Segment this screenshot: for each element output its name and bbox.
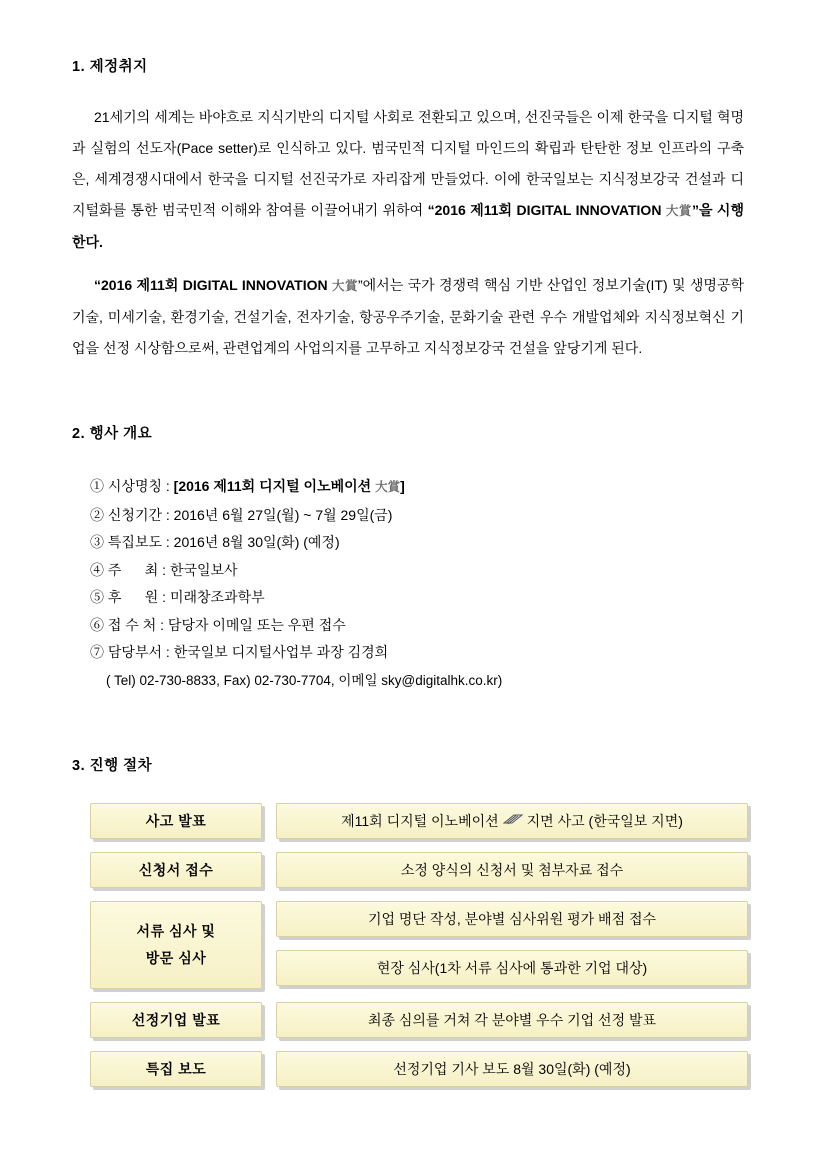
item-label-3: 특집보도 : <box>107 534 174 550</box>
flow-detail-group <box>276 852 748 888</box>
flow-detail-group <box>276 901 748 989</box>
item-value-6: 담당자 이메일 또는 우편 접수 <box>167 616 346 633</box>
section-1-paragraph-2 <box>72 270 748 364</box>
item-label-7: 담당부서 : <box>107 644 174 660</box>
item-value-5: 미래창조과학부 <box>169 589 265 605</box>
flow-row <box>90 803 748 839</box>
flow-detail-group <box>276 803 748 839</box>
award-title-close-1: ”을 시행한다. <box>72 202 744 250</box>
list-item <box>90 502 748 530</box>
item-label-4: 주 최 : <box>107 561 170 578</box>
flow-detail-box <box>276 901 748 937</box>
item-marker-5: ⑤ <box>90 589 104 605</box>
flow-stage <box>90 852 262 888</box>
flow-stage-box <box>90 901 262 989</box>
flow-detail-text: 선정기업 기사 보도 8월 30일(화) (예정) <box>393 1061 631 1077</box>
flow-detail-text: 현장 심사(1차 서류 심사에 통과한 기업 대상) <box>376 960 648 976</box>
event-overview-list <box>72 473 748 667</box>
section-3-title: 진행 절차 <box>89 758 153 774</box>
newspaper-icon <box>502 813 524 829</box>
flow-stage <box>90 1002 262 1038</box>
item-value-7: 한국일보 디지털사업부 과장 김경희 <box>173 644 389 660</box>
item-value-tail-1: ] <box>400 478 405 494</box>
section-3-heading <box>72 754 748 775</box>
section-2-title: 행사 개요 <box>89 426 153 442</box>
award-title-bold-2: “2016 제11회 DIGITAL INNOVATION <box>94 277 333 293</box>
item-label-5: 후 원 : <box>107 589 170 605</box>
item-value-2: 2016년 6월 27일(월) ~ 7월 29일(금) <box>173 506 393 523</box>
item-marker-1: ① <box>90 478 104 494</box>
list-item <box>90 557 748 585</box>
item-marker-7: ⑦ <box>90 644 104 660</box>
list-item <box>90 612 748 640</box>
item-label-2: 신청기간 : <box>107 506 174 523</box>
flow-detail-box <box>276 803 748 839</box>
flow-stage <box>90 901 262 989</box>
flow-stage-label: 신청서 접수 <box>138 862 214 878</box>
award-title-bold-1: “2016 제11회 DIGITAL INNOVATION <box>427 202 666 218</box>
flow-stage-box <box>90 852 262 888</box>
flow-row <box>90 1051 748 1087</box>
list-item <box>90 473 748 502</box>
flow-detail-group <box>276 1051 748 1087</box>
flow-detail-box <box>276 852 748 888</box>
flow-detail-pre: 제11회 디지털 이노베이션 <box>341 813 499 829</box>
flow-detail-text: 소정 양식의 신청서 및 첨부자료 접수 <box>400 862 624 878</box>
item-value-hanja-1: 大賞 <box>375 480 401 494</box>
list-item <box>90 639 748 667</box>
flow-stage-label-line2: 방문 심사 <box>145 950 207 966</box>
document-content <box>72 55 748 1087</box>
flow-detail-group <box>276 1002 748 1038</box>
flow-row <box>90 852 748 888</box>
contact-line: ( Tel) 02-730-8833, Fax) 02-730-7704, 이메일 sky@digitalhk.co.kr) <box>106 672 503 688</box>
section-1-title: 제정취지 <box>89 59 148 75</box>
flow-row <box>90 901 748 989</box>
flow-stage-label: 사고 발표 <box>145 813 207 829</box>
flow-row <box>90 1002 748 1038</box>
item-marker-3: ③ <box>90 534 104 550</box>
item-marker-2: ② <box>90 506 104 523</box>
flow-stage <box>90 1051 262 1087</box>
flow-stage-box <box>90 1002 262 1038</box>
section-1-heading <box>72 55 748 76</box>
item-marker-6: ⑥ <box>90 616 104 633</box>
list-item <box>90 584 748 612</box>
item-value-1: [2016 제11회 디지털 이노베이션 <box>173 478 376 494</box>
paragraph-1-text: 21세기의 세계는 바야흐로 지식기반의 디지털 사회로 전환되고 있으며, 선진국들은 이제 한국을 디지털 혁명과 실험의 선도자(Pace setter)로 인식하고 있다. 범국민적 디지털 마인드의 확립과 탄탄한 정보 인프라의 구축은, 세계경쟁시대에서 한국을 디지털 선진국가로 자리잡게 만들었다. 이에 한국일보는 지식정보강국 건설과 디지털화를 통한 범국민적 이해와 참여를 이끌어내기 위하여 <box>72 109 744 218</box>
process-flow-chart <box>72 803 748 1087</box>
flow-detail-box <box>276 950 748 986</box>
paragraph-2-text: ”에서는 국가 경쟁력 핵심 기반 산업인 정보기술(IT) 및 생명공학기술, 미세기술, 환경기술, 건설기술, 전자기술, 항공우주기술, 문화기술 관련 우수 개발업체와 지식정보혁신 기업을 선정 시상함으로써, 관련업계의 사업의지를 고무하고 지식정보강국 건설을 앞당기게 된다. <box>72 277 744 356</box>
flow-stage-label-line1: 서류 심사 및 <box>136 923 216 939</box>
flow-stage <box>90 803 262 839</box>
item-value-4: 한국일보사 <box>169 561 238 578</box>
item-label-1: 시상명칭 : <box>107 478 174 494</box>
item-value-3: 2016년 8월 30일(화) (예정) <box>173 534 340 550</box>
flow-stage-box <box>90 803 262 839</box>
flow-detail-post: 지면 사고 (한국일보 지면) <box>526 813 683 829</box>
section-1-paragraph-1 <box>72 102 748 258</box>
flow-stage-label: 특집 보도 <box>145 1061 207 1077</box>
flow-detail-box <box>276 1051 748 1087</box>
section-2-number: 2. <box>72 426 86 442</box>
award-hanja-2: 大賞 <box>332 279 358 293</box>
flow-detail-text: 기업 명단 작성, 분야별 심사위원 평가 배점 접수 <box>367 911 657 927</box>
flow-detail-text: 최종 심의를 거쳐 각 분야별 우수 기업 선정 발표 <box>367 1012 657 1028</box>
flow-stage-label: 선정기업 발표 <box>131 1012 221 1028</box>
section-2-heading <box>72 422 748 443</box>
section-3-number: 3. <box>72 758 86 774</box>
item-marker-4: ④ <box>90 561 104 578</box>
award-hanja-1: 大賞 <box>665 204 692 218</box>
flow-detail-box <box>276 1002 748 1038</box>
section-1-number: 1. <box>72 59 86 75</box>
item-label-6: 접 수 처 : <box>107 616 168 633</box>
flow-stage-box <box>90 1051 262 1087</box>
list-item <box>90 529 748 557</box>
